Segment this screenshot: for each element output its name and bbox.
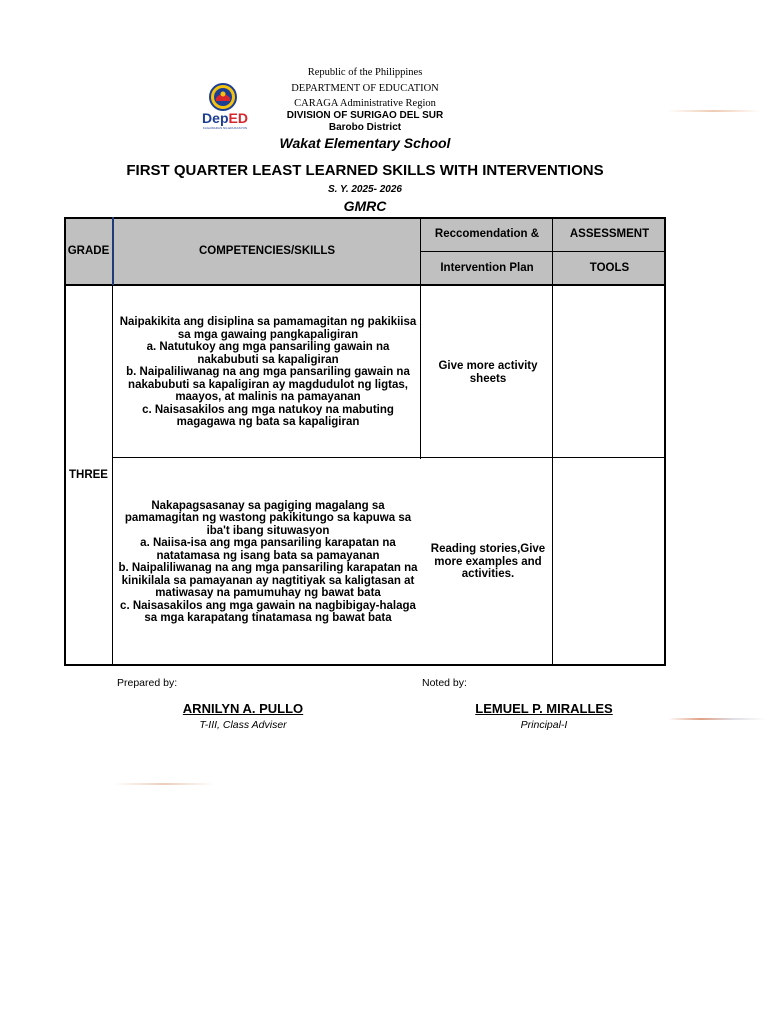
grid-line [64,217,666,219]
grid-line [664,217,666,666]
noted-by-position: Principal-I [520,719,568,731]
grid-line [420,217,421,459]
assessment-cell-2 [555,460,664,664]
header-competencies: COMPETENCIES/SKILLS [113,217,421,285]
prepared-by-position: T-III, Class Adviser [199,719,287,731]
republic-line: Republic of the Philippines [307,67,423,78]
svg-text:DepED: DepED [202,110,248,126]
grid-line [64,217,66,666]
assessment-cell-1 [555,287,664,458]
prepared-by-label: Prepared by: [117,677,178,689]
svg-text:KAGAWARAN NG EDUKASYON: KAGAWARAN NG EDUKASYON [202,126,248,130]
skills-table [64,217,666,666]
scan-mark [668,718,766,720]
grid-line [421,251,666,252]
header-assessment-top: ASSESSMENT [553,217,666,251]
grid-line [113,457,666,458]
grid-line [64,284,666,286]
grid-line [552,217,553,666]
intervention-cell-1: Give more activity sheets [438,360,538,385]
header-recommendation-bottom: Intervention Plan [421,251,553,285]
school-year: S. Y. 2025- 2026 [328,184,402,195]
grade-cell: THREE [69,469,108,482]
competency-cell-1: Naipakikita ang disiplina sa pamamagitan ng pakikiisa sa mga gawaing pangkapaligiran a. Natutukoy ang mga pansariling gawain na nakabubuti sa kapaligiran b. Naipaliliwanag na ang mga pansariling gawain na nakabubuti sa kapaligiran ay magdudulot ng ligtas, maayos, at malinis na pamayanan c. Naisasakilos ang mga natukoy na mabuting magagawa ng bata sa kapaligiran [119,316,417,429]
grid-line [112,285,113,666]
school-name: Wakat Elementary School [279,135,451,151]
noted-by-name: LEMUEL P. MIRALLES [475,701,613,716]
grid-line [64,664,666,666]
scan-mark [668,110,760,112]
department-line: DEPARTMENT OF EDUCATION [291,83,439,94]
header-assessment-bottom: TOOLS [553,251,666,285]
header-grade: GRADE [64,217,113,285]
scan-mark [114,783,214,785]
region-line: CARAGA Administrative Region [294,98,436,109]
deped-logo [196,82,254,130]
district-line: Barobo District [328,122,402,133]
noted-by-label: Noted by: [422,677,467,689]
document-title: FIRST QUARTER LEAST LEARNED SKILLS WITH INTERVENTIONS [126,162,604,179]
header-recommendation-top: Reccomendation & [421,217,553,251]
division-line: DIVISION OF SURIGAO DEL SUR [286,110,444,121]
intervention-cell-2: Reading stories,Give more examples and activities. [430,543,546,581]
competency-cell-2: Nakapagsasanay sa pagiging magalang sa pamamagitan ng wastong pakikitungo sa kapuwa sa iba't ibang situwasyon a. Naiisa-isa ang mga pansariling karapatan na natatamasa ng isang bata sa pamayanan b. Naipaliliwanag na ang mga pansariling karapatan na kinikilala sa pamayanan ay nagtitiyak sa kaligtasan at matiwasay na pamumuhay ng bawat bata c. Naisasakilos ang mga gawain na nagbibigay-halaga sa mga karapatang tinatamasa ng bawat bata [118,499,418,624]
prepared-by-name: ARNILYN A. PULLO [182,701,304,716]
grid-line [112,217,114,285]
subject-name: GMRC [343,198,387,214]
